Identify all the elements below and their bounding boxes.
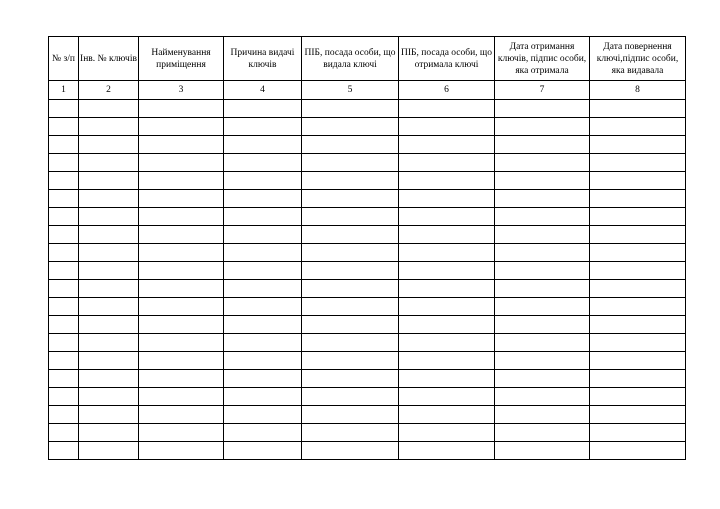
table-cell [590, 388, 686, 406]
table-cell [590, 406, 686, 424]
table-cell [79, 388, 139, 406]
table-cell [139, 424, 224, 442]
column-number: 4 [224, 81, 302, 100]
column-number: 8 [590, 81, 686, 100]
table-cell [79, 262, 139, 280]
table-cell [302, 100, 399, 118]
table-row [49, 100, 686, 118]
table-cell [79, 172, 139, 190]
table-cell [224, 298, 302, 316]
table-cell [224, 406, 302, 424]
table-cell [139, 262, 224, 280]
table-cell [399, 370, 495, 388]
table-cell [302, 154, 399, 172]
table-cell [302, 118, 399, 136]
table-row [49, 388, 686, 406]
table-cell [49, 316, 79, 334]
table-row [49, 154, 686, 172]
table-cell [224, 100, 302, 118]
table-cell [590, 370, 686, 388]
table-cell [49, 424, 79, 442]
table-cell [399, 244, 495, 262]
table-cell [224, 154, 302, 172]
table-cell [495, 424, 590, 442]
table-cell [224, 352, 302, 370]
table-cell [399, 118, 495, 136]
table-row [49, 334, 686, 352]
header-cell-received-date: Дата отримання ключів, підпис особи, яка отримала [495, 37, 590, 81]
table-cell [139, 244, 224, 262]
table-cell [79, 226, 139, 244]
table-cell [49, 442, 79, 460]
table-cell [302, 424, 399, 442]
table-row [49, 190, 686, 208]
table-cell [495, 298, 590, 316]
table-cell [79, 370, 139, 388]
table-cell [590, 262, 686, 280]
table-row [49, 208, 686, 226]
column-number: 5 [302, 81, 399, 100]
table-row [49, 118, 686, 136]
table-cell [79, 208, 139, 226]
table-cell [302, 172, 399, 190]
table-cell [399, 406, 495, 424]
table-cell [49, 118, 79, 136]
table-cell [495, 136, 590, 154]
table-cell [79, 100, 139, 118]
table-cell [79, 154, 139, 172]
table-cell [79, 442, 139, 460]
table-cell [49, 334, 79, 352]
table-cell [49, 136, 79, 154]
table-row [49, 442, 686, 460]
table-cell [590, 352, 686, 370]
table-cell [139, 298, 224, 316]
table-cell [302, 190, 399, 208]
table-cell [302, 316, 399, 334]
table-body [49, 100, 686, 460]
table-row [49, 280, 686, 298]
table-cell [139, 370, 224, 388]
table-cell [139, 406, 224, 424]
table-cell [399, 280, 495, 298]
table-row [49, 262, 686, 280]
table-cell [302, 136, 399, 154]
table-cell [79, 316, 139, 334]
table-cell [495, 208, 590, 226]
table-cell [495, 442, 590, 460]
table-cell [590, 226, 686, 244]
table-cell [495, 172, 590, 190]
table-cell [590, 208, 686, 226]
table-cell [139, 352, 224, 370]
column-number: 6 [399, 81, 495, 100]
header-cell-issuer: ПІБ, посада особи, що видала ключі [302, 37, 399, 81]
table-cell [495, 190, 590, 208]
key-issue-log-table [48, 36, 686, 460]
header-cell-inventory: Інв. № ключів [79, 37, 139, 81]
table-cell [79, 244, 139, 262]
table-cell [49, 298, 79, 316]
table-cell [224, 118, 302, 136]
header-cell-reason: Причина видачі ключів [224, 37, 302, 81]
header-cell-number: № з/п [49, 37, 79, 81]
table-cell [49, 280, 79, 298]
table-cell [49, 172, 79, 190]
table-cell [302, 406, 399, 424]
table-row [49, 352, 686, 370]
table-cell [139, 280, 224, 298]
table-cell [79, 190, 139, 208]
table-cell [399, 100, 495, 118]
column-number: 3 [139, 81, 224, 100]
table-row [49, 406, 686, 424]
table-cell [399, 172, 495, 190]
table-cell [399, 226, 495, 244]
table-cell [49, 262, 79, 280]
table-cell [139, 334, 224, 352]
table-row [49, 370, 686, 388]
table-cell [224, 334, 302, 352]
table-cell [495, 388, 590, 406]
table-cell [139, 442, 224, 460]
table-cell [139, 226, 224, 244]
table-cell [399, 352, 495, 370]
table-cell [224, 442, 302, 460]
table-cell [495, 226, 590, 244]
table-cell [302, 370, 399, 388]
table-cell [302, 262, 399, 280]
table-header-row [49, 37, 686, 81]
table-cell [590, 118, 686, 136]
table-cell [224, 424, 302, 442]
table-cell [49, 388, 79, 406]
table-cell [224, 316, 302, 334]
table-cell [399, 190, 495, 208]
table-cell [399, 154, 495, 172]
table-cell [590, 244, 686, 262]
column-number: 1 [49, 81, 79, 100]
table-cell [49, 370, 79, 388]
table-cell [399, 298, 495, 316]
table-row [49, 172, 686, 190]
table-cell [495, 262, 590, 280]
table-cell [49, 190, 79, 208]
table-cell [590, 154, 686, 172]
table-cell [495, 100, 590, 118]
table-cell [139, 172, 224, 190]
table-row [49, 226, 686, 244]
table-cell [495, 334, 590, 352]
column-number: 2 [79, 81, 139, 100]
table-cell [495, 154, 590, 172]
table-cell [302, 352, 399, 370]
table-cell [79, 298, 139, 316]
table-row [49, 316, 686, 334]
table-cell [590, 316, 686, 334]
table-row [49, 136, 686, 154]
table-cell [79, 280, 139, 298]
table-cell [79, 334, 139, 352]
table-cell [399, 262, 495, 280]
table-cell [224, 208, 302, 226]
table-cell [79, 136, 139, 154]
table-cell [495, 118, 590, 136]
table-cell [302, 334, 399, 352]
table-cell [224, 280, 302, 298]
table-cell [49, 226, 79, 244]
table-cell [224, 370, 302, 388]
table-cell [399, 316, 495, 334]
table-cell [224, 226, 302, 244]
table-cell [399, 334, 495, 352]
table-cell [302, 388, 399, 406]
column-number: 7 [495, 81, 590, 100]
table-cell [590, 424, 686, 442]
table-cell [399, 208, 495, 226]
table-cell [49, 352, 79, 370]
table-cell [399, 442, 495, 460]
table-cell [495, 370, 590, 388]
table-cell [139, 388, 224, 406]
table-cell [302, 208, 399, 226]
table-cell [139, 100, 224, 118]
table-cell [399, 424, 495, 442]
table-cell [139, 316, 224, 334]
table-cell [302, 226, 399, 244]
table-cell [139, 190, 224, 208]
table-cell [590, 190, 686, 208]
table-cell [224, 388, 302, 406]
table-cell [139, 154, 224, 172]
header-cell-returned-date: Дата повернення ключі,підпис особи, яка видавала [590, 37, 686, 81]
table-cell [495, 352, 590, 370]
table-cell [590, 172, 686, 190]
table-cell [590, 100, 686, 118]
table-cell [590, 442, 686, 460]
table-cell [302, 280, 399, 298]
table-cell [302, 244, 399, 262]
table-cell [79, 424, 139, 442]
table-cell [49, 154, 79, 172]
table-cell [495, 244, 590, 262]
table-cell [79, 406, 139, 424]
table-cell [139, 118, 224, 136]
table-cell [49, 244, 79, 262]
table-cell [49, 406, 79, 424]
table-cell [224, 244, 302, 262]
table-cell [302, 442, 399, 460]
table-cell [139, 136, 224, 154]
table-cell [79, 118, 139, 136]
table-cell [302, 298, 399, 316]
table-row [49, 298, 686, 316]
table-cell [49, 208, 79, 226]
table-cell [590, 334, 686, 352]
table-cell [495, 406, 590, 424]
table-row [49, 424, 686, 442]
header-cell-receiver: ПІБ, посада особи, що отримала ключі [399, 37, 495, 81]
table-cell [139, 208, 224, 226]
table-cell [224, 262, 302, 280]
table-cell [49, 100, 79, 118]
table-cell [399, 388, 495, 406]
table-cell [399, 136, 495, 154]
table-cell [495, 280, 590, 298]
header-cell-room: Найменування приміщення [139, 37, 224, 81]
table-cell [224, 190, 302, 208]
table-cell [224, 136, 302, 154]
table-cell [590, 136, 686, 154]
table-cell [590, 298, 686, 316]
table-cell [224, 172, 302, 190]
table-cell [79, 352, 139, 370]
table-cell [590, 280, 686, 298]
table-row [49, 244, 686, 262]
table-cell [495, 316, 590, 334]
column-number-row [49, 81, 686, 100]
